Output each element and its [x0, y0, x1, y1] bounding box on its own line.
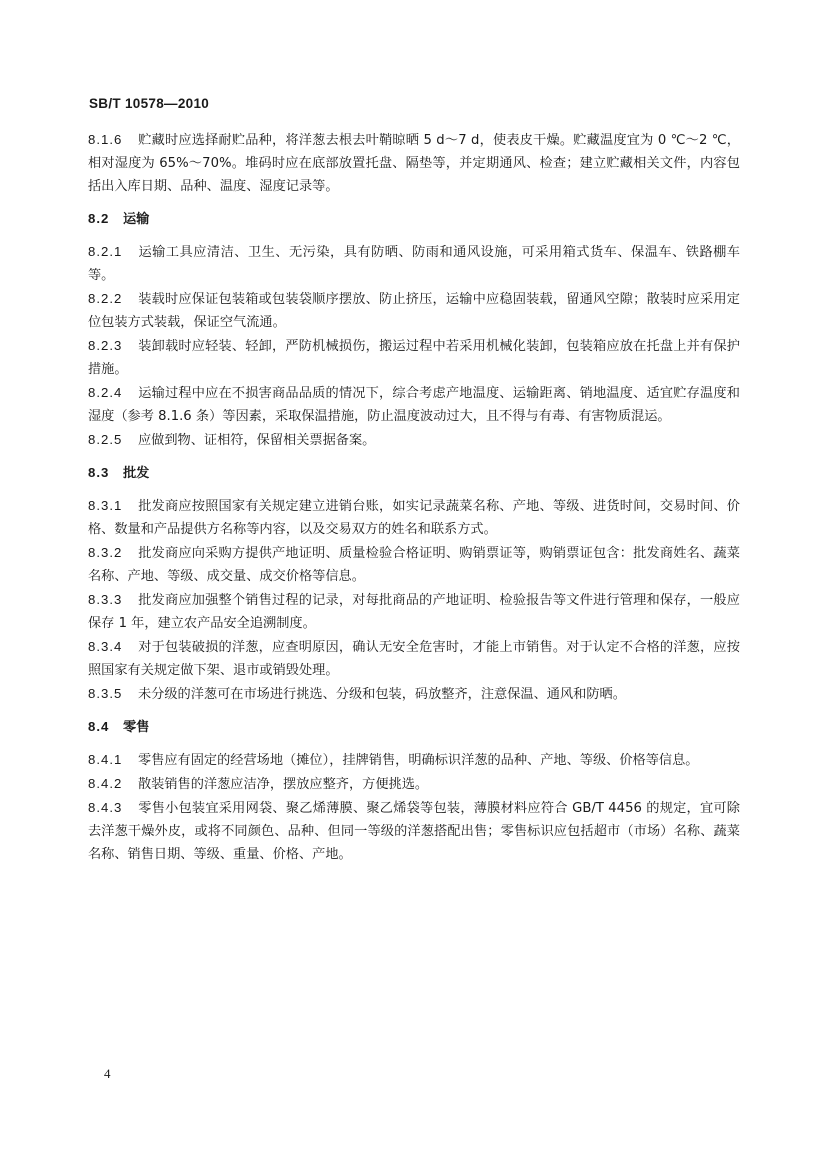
clause-text: 运输工具应清洁、卫生、无污染，具有防晒、防雨和通风设施，可采用箱式货车、保温车、铁路棚车等。	[88, 245, 740, 283]
clause-number: 8.3.2	[88, 545, 123, 560]
clause-number: 8.4.3	[88, 800, 123, 815]
section-title: 运输	[123, 212, 150, 227]
standard-code-header: SB/T 10578—2010	[89, 96, 210, 111]
clause-8-2-1	[88, 240, 740, 287]
clause-number: 8.3.3	[88, 592, 123, 607]
clause-8-4-3	[88, 796, 740, 866]
clause-text: 未分级的洋葱可在市场进行挑选、分级和包装，码放整齐，注意保温、通风和防晒。	[138, 687, 626, 702]
clause-text: 装卸载时应轻装、轻卸，严防机械损伤，搬运过程中若采用机械化装卸，包装箱应放在托盘上并有保护措施。	[88, 339, 740, 377]
clause-text: 对于包装破损的洋葱，应查明原因，确认无安全危害时，才能上市销售。对于认定不合格的洋葱，应按照国家有关规定做下架、退市或销毁处理。	[88, 640, 740, 678]
clause-number: 8.2.4	[88, 385, 123, 400]
clause-number: 8.2.2	[88, 291, 123, 306]
page-number: 4	[104, 1066, 111, 1081]
section-title: 批发	[123, 466, 150, 481]
clause-number: 8.3.5	[88, 686, 123, 701]
clause-text: 批发商应按照国家有关规定建立进销台账，如实记录蔬菜名称、产地、等级、进货时间，交易时间、价格、数量和产品提供方名称等内容，以及交易双方的姓名和联系方式。	[88, 499, 740, 537]
clause-text: 批发商应向采购方提供产地证明、质量检验合格证明、购销票证等，购销票证包含：批发商姓名、蔬菜名称、产地、等级、成交量、成交价格等信息。	[88, 546, 740, 584]
section-heading-8-2	[88, 207, 740, 231]
clause-text: 零售小包装宜采用网袋、聚乙烯薄膜、聚乙烯袋等包装，薄膜材料应符合 GB/T 4456 的规定，宜可除去洋葱干燥外皮，或将不同颜色、品种、但同一等级的洋葱搭配出售；零售标识应包括超市（市场）名称、蔬菜名称、销售日期、等级、重量、价格、产地。	[88, 801, 740, 862]
clause-text: 装载时应保证包装箱或包装袋顺序摆放、防止挤压，运输中应稳固装载，留通风空隙；散装时应采用定位包装方式装载，保证空气流通。	[88, 292, 740, 330]
document-body	[88, 128, 740, 866]
clause-8-3-2	[88, 541, 740, 588]
section-heading-8-3	[88, 461, 740, 485]
clause-8-3-4	[88, 635, 740, 682]
clause-text: 贮藏时应选择耐贮品种，将洋葱去根去叶鞘晾晒 5 d～7 d，使表皮干燥。贮藏温度宜为 0 ℃～2 ℃，相对湿度为 65%～70%。堆码时应在底部放置托盘、隔垫等，并定期通风、检查；建立贮藏相关文件，内容包括出入库日期、品种、温度、湿度记录等。	[88, 133, 740, 194]
clause-text: 散装销售的洋葱应洁净，摆放应整齐，方便挑选。	[138, 777, 429, 792]
clause-number: 8.2.1	[88, 244, 123, 259]
section-title: 零售	[123, 720, 150, 735]
clause-number: 8.2.3	[88, 338, 123, 353]
clause-8-3-5	[88, 682, 740, 706]
section-number: 8.2	[88, 211, 110, 226]
section-heading-8-4	[88, 715, 740, 739]
section-number: 8.4	[88, 719, 110, 734]
clause-text: 运输过程中应在不损害商品品质的情况下，综合考虑产地温度、运输距离、销地温度、适宜贮存温度和湿度（参考 8.1.6 条）等因素，采取保温措施，防止温度波动过大，且不得与有毒、有害物质混运。	[88, 386, 740, 424]
clause-8-2-4	[88, 381, 740, 428]
clause-number: 8.2.5	[88, 432, 123, 447]
clause-8-4-2	[88, 772, 740, 796]
section-number: 8.3	[88, 465, 110, 480]
clause-number: 8.4.1	[88, 752, 123, 767]
clause-number: 8.1.6	[88, 132, 123, 147]
clause-number: 8.3.1	[88, 498, 123, 513]
clause-8-2-2	[88, 287, 740, 334]
clause-8-2-5	[88, 428, 740, 452]
clause-text: 批发商应加强整个销售过程的记录，对每批商品的产地证明、检验报告等文件进行管理和保存，一般应保存 1 年，建立农产品安全追溯制度。	[88, 593, 740, 631]
clause-number: 8.3.4	[88, 639, 123, 654]
clause-8-2-3	[88, 334, 740, 381]
clause-8-3-3	[88, 588, 740, 635]
clause-8-3-1	[88, 494, 740, 541]
clause-text: 零售应有固定的经营场地（摊位），挂牌销售，明确标识洋葱的品种、产地、等级、价格等信息。	[138, 753, 699, 768]
clause-8-4-1	[88, 748, 740, 772]
clause-8-1-6	[88, 128, 740, 198]
clause-number: 8.4.2	[88, 776, 123, 791]
clause-text: 应做到物、证相符，保留相关票据备案。	[138, 433, 376, 448]
